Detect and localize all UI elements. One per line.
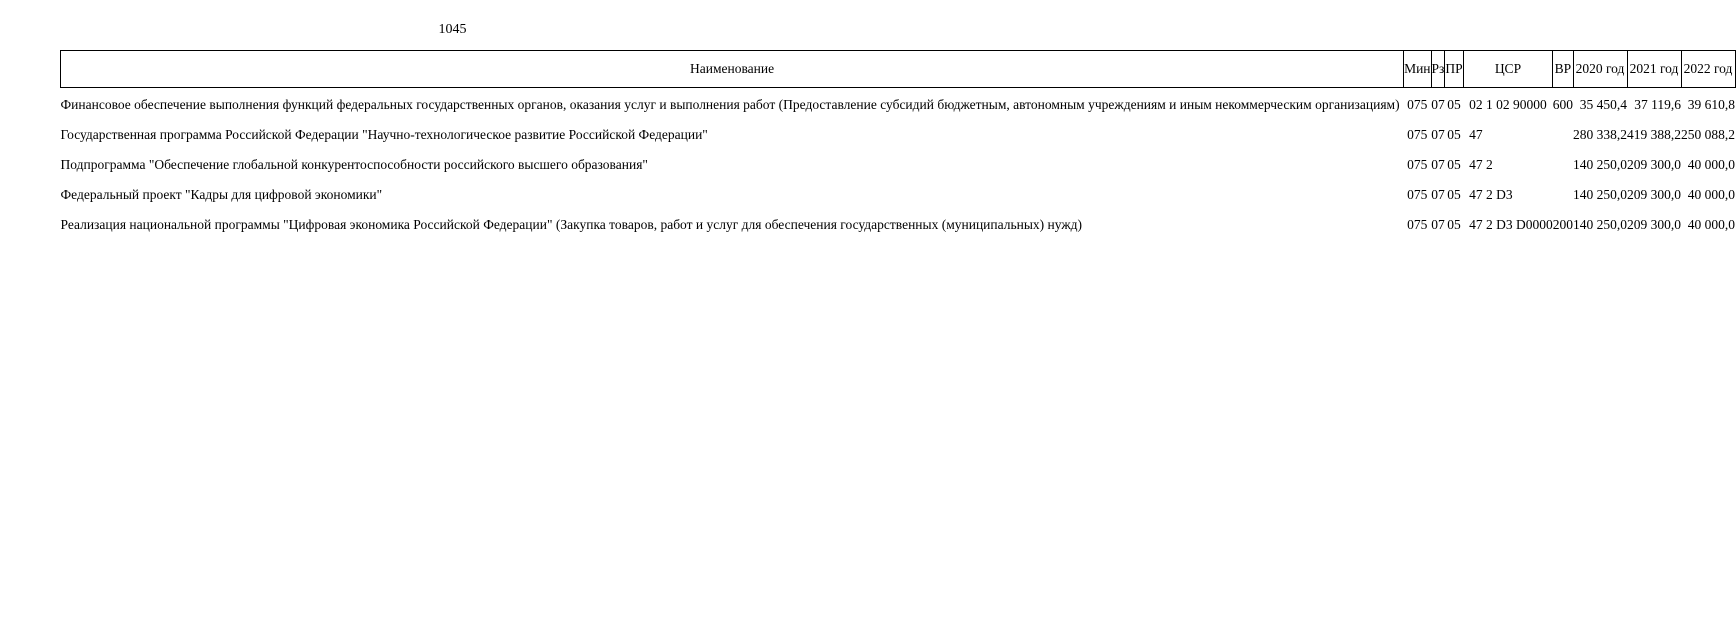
- col-header-csr: ЦСР: [1463, 51, 1553, 88]
- row-min: 075: [1407, 187, 1428, 202]
- table-header-row: [61, 51, 1736, 88]
- row-2022: 40 000,0: [1687, 187, 1736, 202]
- row-csr: 47 2 D3: [1469, 187, 1513, 202]
- table-row: [61, 119, 1736, 149]
- row-pr: 05: [1447, 97, 1461, 112]
- row-2021: 209 300,0: [1627, 217, 1682, 232]
- col-header-2021: 2021 год: [1627, 51, 1681, 88]
- row-vr: [1553, 179, 1573, 209]
- row-min: 075: [1407, 217, 1428, 232]
- row-vr: [1553, 119, 1573, 149]
- col-header-rz: Рз: [1431, 51, 1445, 88]
- table-row: [61, 149, 1736, 179]
- col-header-min: Мин: [1404, 51, 1431, 88]
- row-csr: 47: [1469, 127, 1483, 142]
- row-2021: 419 388,2: [1627, 127, 1682, 142]
- row-csr: 47 2: [1469, 157, 1493, 172]
- row-name: Государственная программа Российской Федерации "Научно-технологическое развитие Российской Федерации": [60, 127, 708, 142]
- col-header-2022: 2022 год: [1681, 51, 1735, 88]
- row-vr: [1553, 149, 1573, 179]
- budget-table: [60, 50, 1736, 239]
- table-row: [61, 179, 1736, 209]
- row-2021: 37 119,6: [1634, 97, 1682, 112]
- row-pr: 05: [1447, 217, 1461, 232]
- row-csr: 47 2 D3 D0000: [1469, 217, 1553, 232]
- col-header-name: Наименование: [61, 51, 1404, 88]
- row-vr: 200: [1552, 217, 1574, 232]
- table-row: [61, 88, 1736, 120]
- col-header-pr: ПР: [1445, 51, 1463, 88]
- row-2022: 40 000,0: [1687, 217, 1736, 232]
- row-rz: 07: [1431, 127, 1445, 142]
- row-2022: 250 088,2: [1681, 127, 1736, 142]
- row-2020: 35 450,4: [1579, 97, 1628, 112]
- row-name: Реализация национальной программы "Цифровая экономика Российской Федерации" (Закупка товаров, работ и услуг для обеспечения государственных (муниципальных) нужд): [60, 217, 1083, 232]
- row-rz: 07: [1431, 97, 1445, 112]
- col-header-vr: ВР: [1553, 51, 1573, 88]
- row-2020: 140 250,0: [1573, 157, 1628, 172]
- row-min: 075: [1407, 127, 1428, 142]
- row-pr: 05: [1447, 157, 1461, 172]
- row-rz: 07: [1431, 157, 1445, 172]
- row-name: Финансовое обеспечение выполнения функций федеральных государственных органов, оказания услуг и выполнения работ (Предоставление субсидий бюджетным, автономным учреждениям и иным некоммерческим организациям): [60, 97, 1400, 112]
- row-2022: 39 610,8: [1687, 97, 1736, 112]
- row-2020: 140 250,0: [1573, 187, 1628, 202]
- row-2020: 280 338,2: [1573, 127, 1628, 142]
- col-header-2020: 2020 год: [1573, 51, 1627, 88]
- row-csr: 02 1 02 90000: [1469, 97, 1547, 112]
- page-number: 1045: [438, 22, 467, 37]
- row-name: Федеральный проект "Кадры для цифровой экономики": [60, 187, 383, 202]
- row-pr: 05: [1447, 127, 1461, 142]
- row-2021: 209 300,0: [1627, 157, 1682, 172]
- row-2022: 40 000,0: [1687, 157, 1736, 172]
- table-row: [61, 209, 1736, 239]
- row-name: Подпрограмма "Обеспечение глобальной конкурентоспособности российского высшего образования": [60, 157, 648, 172]
- row-min: 075: [1407, 157, 1428, 172]
- row-rz: 07: [1431, 217, 1445, 232]
- row-vr: 600: [1552, 97, 1574, 112]
- row-pr: 05: [1447, 187, 1461, 202]
- row-2020: 140 250,0: [1573, 217, 1628, 232]
- row-2021: 209 300,0: [1627, 187, 1682, 202]
- row-rz: 07: [1431, 187, 1445, 202]
- row-min: 075: [1407, 97, 1428, 112]
